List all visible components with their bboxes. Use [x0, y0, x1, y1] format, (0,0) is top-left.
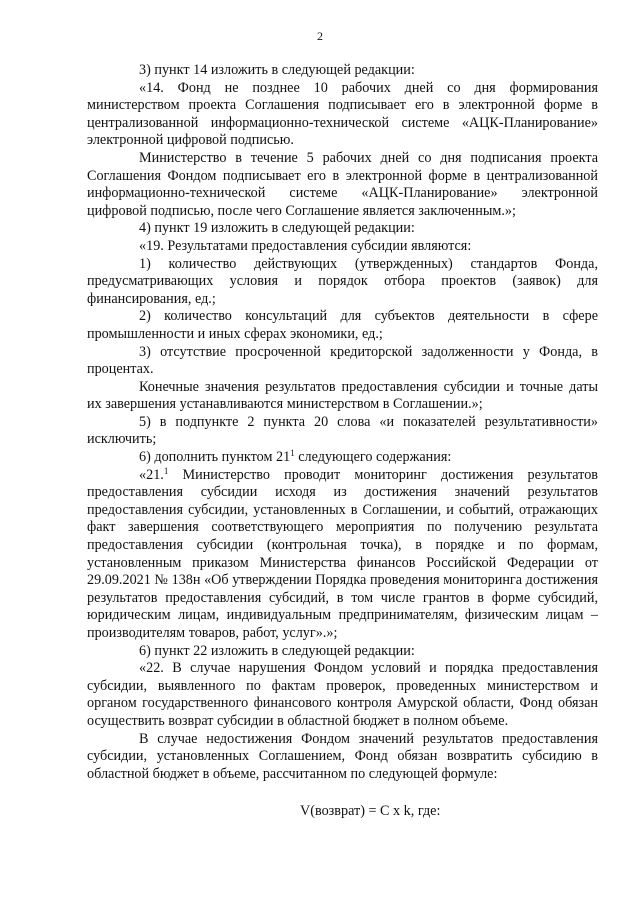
paragraph: 3) отсутствие просроченной кредиторской задолженности у Фонда, в процентах.: [87, 343, 598, 378]
paragraph-21-1: [87, 467, 598, 643]
paragraph: 2) количество консультаций для субъектов деятельности в сфере промышленности и иных сферах экономики, ед.;: [87, 308, 598, 342]
paragraph: 6) пункт 22 изложить в следующей редакции:: [139, 642, 415, 659]
paragraph: 1) количество действующих (утвержденных) стандартов Фонда, предусматривающих условия и порядок отбора проектов (заявок) для финансирования, ед.;: [87, 255, 598, 307]
paragraph-text: Министерство проводит мониторинг достижения результатов предоставления субсидии исходя из достижения значений результатов предоставления субсидии, установленных в Соглашении, и событий, отражающих факт завершения соответствующего мероприятия по получению результата предоставления субсидии (контрольная точка), в порядке и по формам, установленным приказом Министерства финансов Российской Федерации от 29.09.2021 № 138н «Об утверждении Порядка проведения мониторинга достижения результатов предоставления субсидий, в том числе грантов в форме субсидий, юридическим лицам, индивидуальным предпринимателям, физическим лицам – производителям товаров, работ, услуг».»;: [87, 466, 598, 641]
paragraph: В случае недостижения Фондом значений результатов предоставления субсидии, установленных Соглашением, Фонд обязан возвратить субсидию в областной бюджет в объеме, рассчитанном по следующей формуле:: [87, 730, 598, 782]
paragraph: 4) пункт 19 изложить в следующей редакции:: [139, 220, 415, 237]
paragraph-text: следующего содержания:: [294, 449, 452, 466]
superscript: 1: [290, 448, 295, 459]
paragraph: «22. В случае нарушения Фондом условий и порядка предоставления субсидии, выявленного по фактам проверок, проведенных министерством и органом государственного финансового контроля Амурской области, Фонд обязан осуществить возврат субсидии в областной бюджет в полном объеме.: [87, 660, 598, 729]
return-formula: V(возврат) = C x k, где:: [300, 803, 441, 820]
paragraph-add-21-1: [87, 449, 598, 467]
paragraph: «14. Фонд не позднее 10 рабочих дней со дня формирования министерством проекта Соглашения подписывает его в электронной форме в централизованной информационно-технической системе «АЦК-Планирование» электронной цифровой подписью.: [87, 79, 598, 149]
paragraph: Конечные значения результатов предоставления субсидии и точные даты их завершения устанавливаются министерством в Соглашении.»;: [87, 378, 598, 413]
superscript: 1: [163, 465, 169, 476]
paragraph: 5) в подпункте 2 пункта 20 слова «и показателей результативности» исключить;: [87, 413, 598, 448]
paragraph-text: 6) дополнить пунктом 21: [139, 449, 291, 466]
paragraph: Министерство в течение 5 рабочих дней со дня подписания проекта Соглашения Фондом подписывает его в электронной форме в централизованной информационно-технической системе «АЦК-Планирование» электронной цифровой подписью, после чего Соглашение является заключенным.»;: [87, 149, 598, 219]
paragraph-text: «21.: [139, 466, 164, 483]
page-number: 2: [317, 29, 323, 43]
paragraph: «19. Результатами предоставления субсидии являются:: [139, 237, 472, 254]
paragraph: 3) пункт 14 изложить в следующей редакции:: [139, 62, 415, 78]
document-body: [87, 62, 598, 821]
